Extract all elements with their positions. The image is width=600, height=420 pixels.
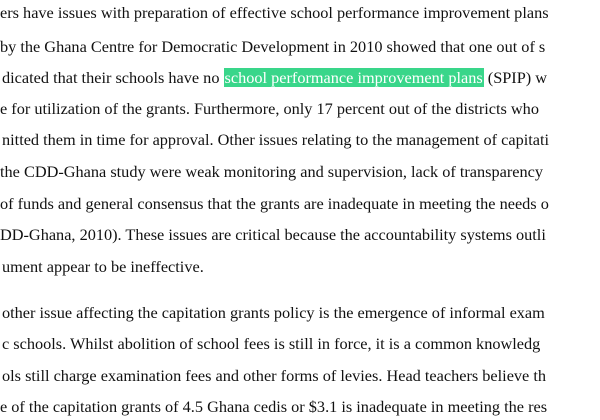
paragraph-1-line-7: of funds and general consensus that the grants are inadequate in meeting the needs o [0,194,549,213]
paragraph-1-line-6: the CDD-Ghana study were weak monitoring and supervision, lack of transparency [0,162,544,181]
paragraph-1-line-4: e for utilization of the grants. Furthermore, only 17 percent out of the districts who [0,99,539,118]
line-3-after-text: (SPIP) w [483,68,548,87]
paragraph-1-line-2: by the Ghana Centre for Democratic Development in 2010 showed that one out of s [0,37,546,56]
paragraph-1-line-5: nitted them in time for approval. Other issues relating to the management of capitati [2,130,550,149]
paragraph-1-line-1: ers have issues with preparation of effective school performance improvement plans [0,3,549,22]
paragraph-2-line-4: e of the capitation grants of 4.5 Ghana cedis or $3.1 is inadequate in meeting the res [0,397,548,416]
paragraph-2-line-2: c schools. Whilst abolition of school fees is still in force, it is a common knowledg [2,334,541,353]
paragraph-1-line-9: ument appear to be ineffective. [2,257,204,276]
paragraph-2-line-1: other issue affecting the capitation grants policy is the emergence of informal exam [2,303,545,322]
line-3-before-text: dicated that their schools have no [2,68,224,87]
highlighted-text: school performance improvement plans [224,68,483,87]
paragraph-2-line-3: ols still charge examination fees and other forms of levies. Head teachers believe th [2,366,547,385]
paragraph-1-line-8: DD-Ghana, 2010). These issues are critical because the accountability systems outli [0,225,546,244]
paragraph-1-line-3 [2,68,547,88]
